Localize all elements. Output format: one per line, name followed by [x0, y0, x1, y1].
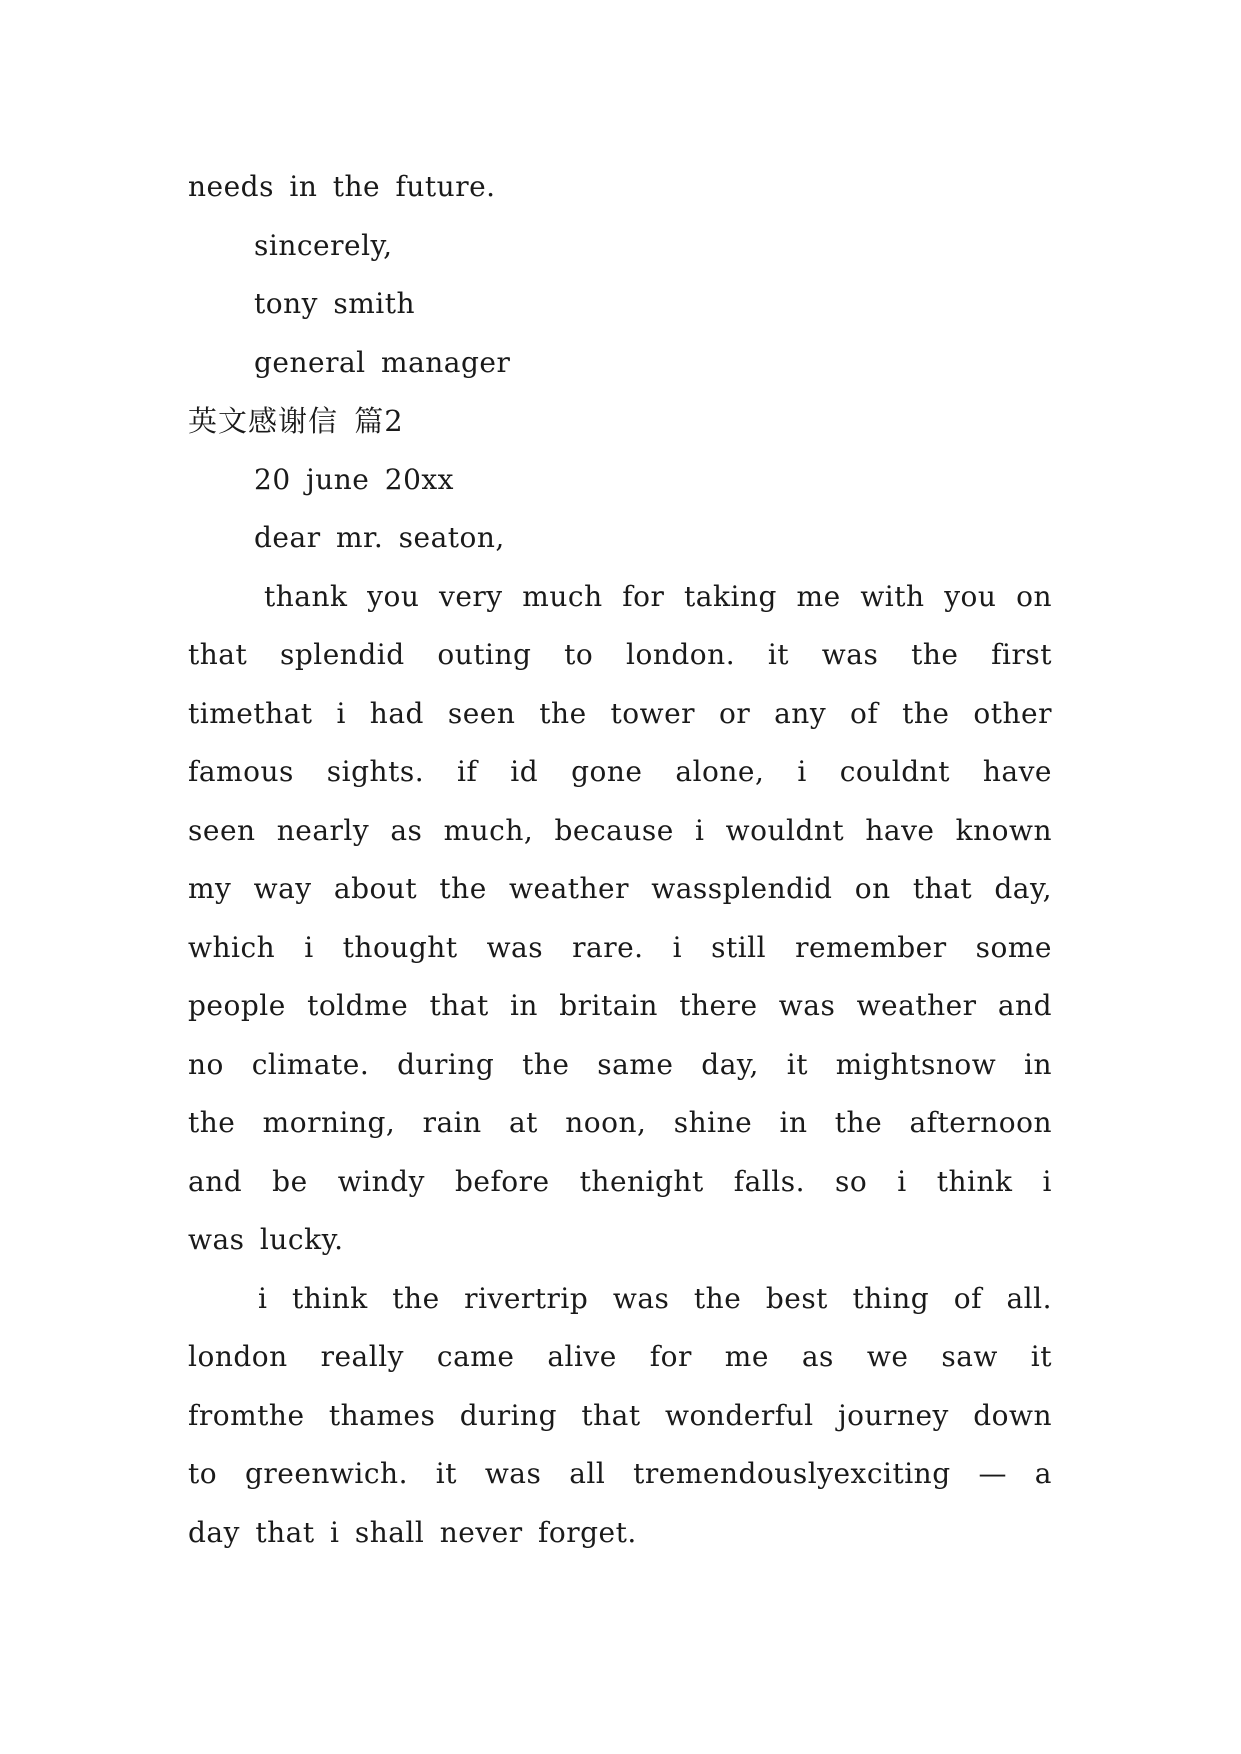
sign-off: sincerely,: [254, 228, 393, 262]
paragraph-line: that splendid outing to london. it was the first: [188, 638, 1052, 671]
section-heading: 英文感谢信 篇2: [188, 404, 404, 438]
paragraph-line: fromthe thames during that wonderful journey down: [188, 1398, 1052, 1432]
document-body: [188, 158, 1052, 1562]
paragraph-2: [188, 1270, 1052, 1563]
paragraph-line: people toldme that in britain there was weather and: [188, 989, 1052, 1022]
paragraph-1: [188, 568, 1052, 1270]
salutation: dear mr. seaton,: [254, 521, 505, 554]
paragraph-line: day that i shall never forget.: [188, 1515, 637, 1549]
paragraph-line: seen nearly as much, because i wouldnt have known: [188, 813, 1052, 847]
paragraph-line: my way about the weather wassplendid on that day,: [188, 872, 1052, 905]
signer-name: tony smith: [254, 287, 416, 320]
paragraph-line: the morning, rain at noon, shine in the afternoon: [188, 1106, 1052, 1139]
previous-letter-last-line: needs in the future.: [188, 170, 496, 203]
signer-title: general manager: [254, 345, 511, 379]
paragraph-line: which i thought was rare. i still remember some: [188, 930, 1052, 964]
paragraph-line: no climate. during the same day, it mightsnow in: [188, 1047, 1052, 1081]
paragraph-line: london really came alive for me as we saw it: [188, 1340, 1052, 1373]
paragraph-line: thank you very much for taking me with you on: [264, 579, 1052, 613]
paragraph-line: was lucky.: [188, 1223, 344, 1256]
paragraph-line: and be windy before thenight falls. so i think i: [188, 1164, 1052, 1198]
letter-date: 20 june 20xx: [254, 462, 454, 496]
paragraph-line: timethat i had seen the tower or any of the other: [188, 696, 1052, 730]
paragraph-line: famous sights. if id gone alone, i couldnt have: [188, 755, 1052, 788]
paragraph-line: to greenwich. it was all tremendouslyexciting — a: [188, 1457, 1052, 1490]
paragraph-line: i think the rivertrip was the best thing of all.: [258, 1281, 1052, 1315]
